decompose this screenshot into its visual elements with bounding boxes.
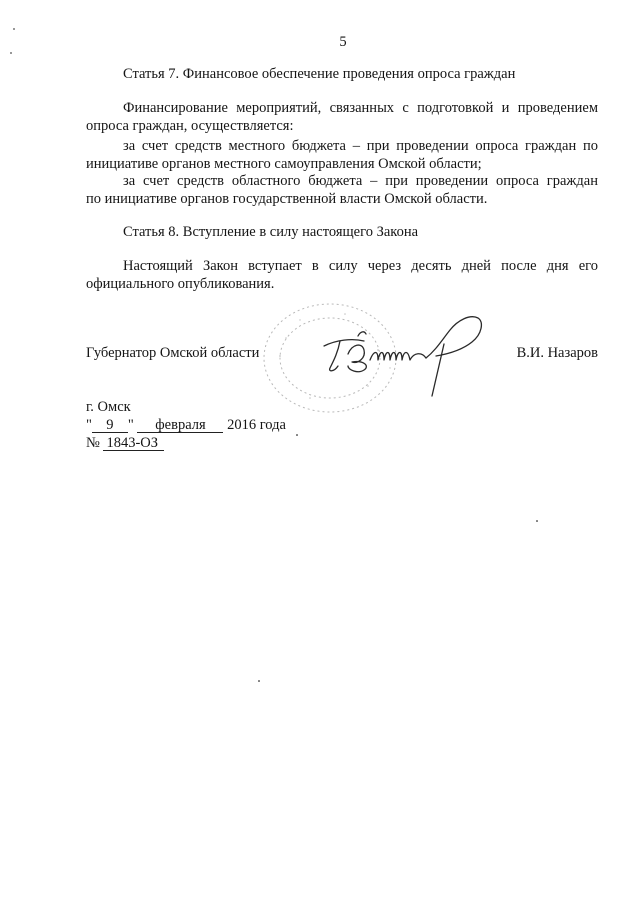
article-7-item-regional-budget <box>86 173 598 208</box>
article-7-item-2-line-1: за счет средств областного бюджета – при проведении опроса граждан <box>123 173 598 189</box>
date-year: 2016 года <box>227 417 286 433</box>
date-line: " 9 " февраля 2016 года <box>86 417 286 433</box>
article-7-item-1-line-1: за счет средств местного бюджета – при проведении опроса граждан по <box>123 138 598 154</box>
scan-speck <box>13 28 15 30</box>
article-7-item-2-line-2: по инициативе органов государственной власти Омской области. <box>86 190 488 207</box>
article-7-intro <box>86 100 598 135</box>
date-day: 9 <box>92 418 128 433</box>
scan-speck <box>258 680 260 682</box>
law-number-line <box>86 434 286 452</box>
scan-speck <box>536 520 538 522</box>
handwritten-signature <box>318 310 494 402</box>
article-7-item-local-budget <box>86 138 598 173</box>
page-number: 5 <box>339 34 347 50</box>
article-7-intro-line-2: опроса граждан, осуществляется: <box>86 117 294 134</box>
article-8-text <box>86 258 598 293</box>
city-line: г. Омск <box>86 399 131 415</box>
governor-title: Губернатор Омской области <box>86 345 260 361</box>
article-8-title: Статья 8. Вступление в силу настоящего Закона <box>123 224 419 240</box>
article-8-text-line-1: Настоящий Закон вступает в силу через десять дней после дня его <box>123 258 598 274</box>
law-number: 1843-ОЗ <box>103 436 164 451</box>
scan-speck <box>10 52 12 54</box>
scan-speck <box>296 434 298 436</box>
article-7-title: Статья 7. Финансовое обеспечение проведения опроса граждан <box>123 66 516 82</box>
article-7-intro-line-1: Финансирование мероприятий, связанных с подготовкой и проведением <box>123 100 598 116</box>
law-number-prefix: № <box>86 435 100 451</box>
article-7-item-1-line-2: инициативе органов местного самоуправления Омской области; <box>86 155 482 172</box>
date-month: февраля <box>137 418 223 433</box>
document-footer <box>86 398 286 452</box>
governor-name: В.И. Назаров <box>516 345 598 361</box>
article-8-text-line-2: официального опубликования. <box>86 275 275 292</box>
